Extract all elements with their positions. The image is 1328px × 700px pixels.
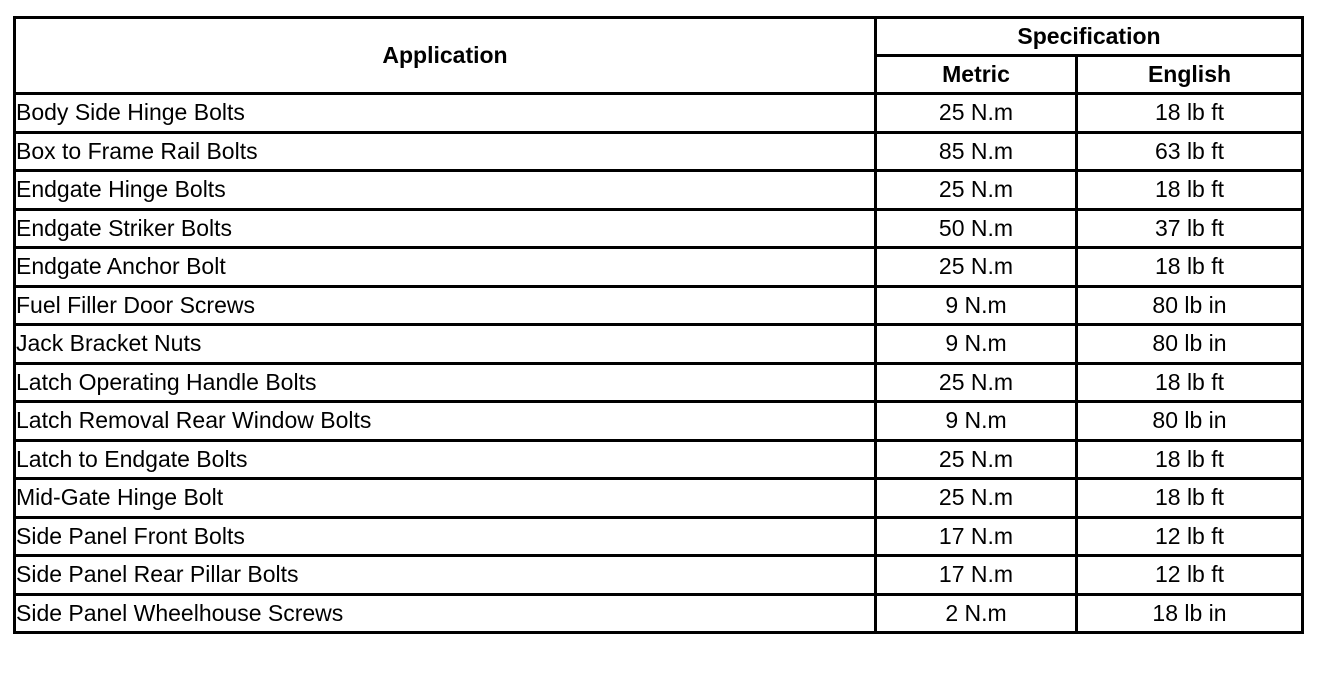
application-header: Application: [15, 18, 876, 94]
metric-cell: 25 N.m: [876, 363, 1077, 402]
metric-cell: 25 N.m: [876, 94, 1077, 133]
english-cell: 12 lb ft: [1077, 517, 1303, 556]
table-row: [15, 94, 1303, 133]
metric-cell: 25 N.m: [876, 479, 1077, 518]
metric-cell: 9 N.m: [876, 402, 1077, 441]
table-row: [15, 132, 1303, 171]
application-cell: Side Panel Rear Pillar Bolts: [15, 556, 876, 595]
application-cell: Jack Bracket Nuts: [15, 325, 876, 364]
metric-cell: 17 N.m: [876, 556, 1077, 595]
english-cell: 18 lb ft: [1077, 479, 1303, 518]
table-row: [15, 556, 1303, 595]
english-cell: 18 lb ft: [1077, 440, 1303, 479]
english-cell: 18 lb ft: [1077, 94, 1303, 133]
english-cell: 80 lb in: [1077, 286, 1303, 325]
fastener-torque-spec-table: [13, 16, 1304, 634]
application-cell: Latch Operating Handle Bolts: [15, 363, 876, 402]
table-row: [15, 171, 1303, 210]
application-cell: Endgate Hinge Bolts: [15, 171, 876, 210]
metric-cell: 25 N.m: [876, 248, 1077, 287]
application-cell: Latch Removal Rear Window Bolts: [15, 402, 876, 441]
table-row: [15, 594, 1303, 633]
application-cell: Side Panel Wheelhouse Screws: [15, 594, 876, 633]
metric-cell: 2 N.m: [876, 594, 1077, 633]
application-cell: Mid-Gate Hinge Bolt: [15, 479, 876, 518]
english-header: English: [1077, 56, 1303, 94]
metric-cell: 9 N.m: [876, 286, 1077, 325]
metric-cell: 9 N.m: [876, 325, 1077, 364]
metric-header: Metric: [876, 56, 1077, 94]
table-row: [15, 286, 1303, 325]
table-row: [15, 479, 1303, 518]
application-cell: Box to Frame Rail Bolts: [15, 132, 876, 171]
english-cell: 12 lb ft: [1077, 556, 1303, 595]
application-cell: Body Side Hinge Bolts: [15, 94, 876, 133]
english-cell: 18 lb ft: [1077, 363, 1303, 402]
table-row: [15, 325, 1303, 364]
application-cell: Endgate Anchor Bolt: [15, 248, 876, 287]
metric-cell: 25 N.m: [876, 440, 1077, 479]
metric-cell: 17 N.m: [876, 517, 1077, 556]
english-cell: 80 lb in: [1077, 402, 1303, 441]
english-cell: 80 lb in: [1077, 325, 1303, 364]
english-cell: 37 lb ft: [1077, 209, 1303, 248]
header-row-top: [15, 18, 1303, 56]
table-header: [15, 18, 1303, 94]
english-cell: 18 lb ft: [1077, 248, 1303, 287]
table-row: [15, 440, 1303, 479]
english-cell: 18 lb ft: [1077, 171, 1303, 210]
metric-cell: 25 N.m: [876, 171, 1077, 210]
table-row: [15, 248, 1303, 287]
application-cell: Fuel Filler Door Screws: [15, 286, 876, 325]
table-row: [15, 363, 1303, 402]
metric-cell: 50 N.m: [876, 209, 1077, 248]
table-row: [15, 402, 1303, 441]
table-row: [15, 209, 1303, 248]
application-cell: Latch to Endgate Bolts: [15, 440, 876, 479]
table-row: [15, 517, 1303, 556]
application-cell: Endgate Striker Bolts: [15, 209, 876, 248]
table-body: [15, 94, 1303, 633]
metric-cell: 85 N.m: [876, 132, 1077, 171]
application-cell: Side Panel Front Bolts: [15, 517, 876, 556]
english-cell: 63 lb ft: [1077, 132, 1303, 171]
specification-header: Specification: [876, 18, 1303, 56]
english-cell: 18 lb in: [1077, 594, 1303, 633]
